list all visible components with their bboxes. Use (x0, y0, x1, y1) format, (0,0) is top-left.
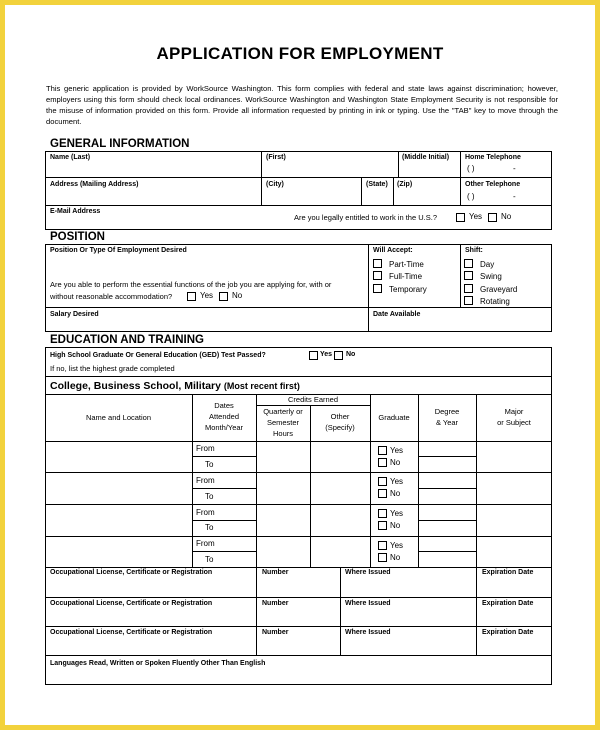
other-phone-dash: - (513, 192, 516, 201)
row3-grad-no-checkbox[interactable] (378, 521, 387, 530)
part-time-checkbox[interactable] (373, 259, 382, 268)
row3-from-label: From (196, 508, 215, 517)
license1-expiration-label: Expiration Date (482, 569, 534, 576)
other-phone-area[interactable]: ( ) (467, 192, 475, 201)
able-no-checkbox[interactable] (219, 292, 228, 301)
row2-grad-no-checkbox[interactable] (378, 489, 387, 498)
row2-from-label: From (196, 476, 215, 485)
part-time-label: Part-Time (389, 260, 424, 269)
section-heading-education: EDUCATION AND TRAINING (50, 334, 204, 346)
legal-yes-label: Yes (469, 212, 483, 221)
col-quarter-2: Semester (266, 418, 300, 427)
row4-grad-no-label: No (390, 553, 401, 562)
able-question-line1: Are you able to perform the essential functions of the job you are applying for, with or (50, 280, 332, 289)
other-telephone-label: Other Telephone (465, 181, 521, 188)
able-yes-checkbox[interactable] (187, 292, 196, 301)
city-label: (City) (266, 181, 284, 188)
hs-yes-label: Yes (320, 351, 333, 358)
address-label: Address (Mailing Address) (50, 181, 139, 188)
legal-yes-checkbox[interactable] (456, 213, 465, 222)
position-desired-label: Position Or Type Of Employment Desired (50, 247, 187, 254)
row1-grad-no-checkbox[interactable] (378, 458, 387, 467)
day-checkbox[interactable] (464, 259, 473, 268)
day-label: Day (480, 260, 495, 269)
legal-no-checkbox[interactable] (488, 213, 497, 222)
home-telephone-label: Home Telephone (465, 154, 521, 161)
college-heading: College, Business School, Military (Most recent first) (50, 380, 300, 392)
license3-expiration-label: Expiration Date (482, 629, 534, 636)
col-other-1: Other (330, 412, 350, 421)
salary-desired-label: Salary Desired (50, 311, 99, 318)
rotating-label: Rotating (480, 297, 510, 306)
email-label: E-Mail Address (50, 208, 101, 215)
able-no-label: No (232, 291, 243, 300)
license2-expiration-label: Expiration Date (482, 600, 534, 607)
col-degree-1: Degree (434, 407, 460, 416)
hs-highest-grade-label: If no, list the highest grade completed (50, 364, 175, 373)
row1-grad-no-label: No (390, 458, 401, 467)
row4-grad-yes-checkbox[interactable] (378, 541, 387, 550)
rotating-checkbox[interactable] (464, 296, 473, 305)
row2-grad-no-label: No (390, 489, 401, 498)
home-phone-dash: - (513, 164, 516, 173)
license1-label: Occupational License, Certificate or Registration (50, 569, 213, 576)
row4-grad-no-checkbox[interactable] (378, 553, 387, 562)
col-name-location: Name and Location (85, 413, 152, 422)
swing-label: Swing (480, 272, 502, 281)
license3-label: Occupational License, Certificate or Registration (50, 629, 213, 636)
col-major-1: Major (504, 407, 524, 416)
row3-grad-no-label: No (390, 521, 401, 530)
row2-grad-yes-checkbox[interactable] (378, 477, 387, 486)
swing-checkbox[interactable] (464, 271, 473, 280)
row3-grad-yes-label: Yes (390, 509, 404, 518)
col-other-2: (Specify) (325, 423, 355, 432)
first-name-label: (First) (266, 154, 286, 161)
hs-no-label: No (346, 351, 356, 358)
row1-from-label: From (196, 444, 215, 453)
graveyard-label: Graveyard (480, 285, 518, 294)
section-heading-position: POSITION (50, 231, 105, 243)
able-question-line2: without reasonable accommodation? (50, 292, 173, 301)
last-name-label: Name (Last) (50, 154, 91, 161)
col-dates-3: Month/Year (204, 423, 244, 432)
row1-grad-yes-checkbox[interactable] (378, 446, 387, 455)
license1-where-label: Where Issued (345, 569, 391, 576)
hs-question: High School Graduate Or General Education (GED) Test Passed? (50, 352, 266, 359)
license1-number-label: Number (262, 569, 289, 576)
temporary-checkbox[interactable] (373, 284, 382, 293)
license2-number-label: Number (262, 600, 289, 607)
middle-initial-label: (Middle Initial) (402, 154, 450, 161)
row2-to-label: To (205, 492, 214, 501)
col-quarter-1: Quarterly or (263, 407, 303, 416)
full-time-label: Full-Time (389, 272, 423, 281)
hs-no-checkbox[interactable] (334, 351, 343, 360)
row3-to-label: To (205, 523, 214, 532)
section-heading-general: GENERAL INFORMATION (50, 138, 190, 150)
col-graduate: Graduate (378, 413, 410, 422)
zip-label: (Zip) (397, 181, 413, 188)
intro-paragraph: This generic application is provided by WorkSource Washington. This form complies with federal and state laws against discrimination; however, employers using this form should check local ordinances. WorkSource Washington and Washington State Employment Security is not responsible for the misuse of information provided on this form. Provide all information requested by printing in ink or typing. Use the "TAB" key to move through the document. (46, 84, 558, 126)
license3-number-label: Number (262, 629, 289, 636)
legal-no-label: No (501, 212, 512, 221)
row4-grad-yes-label: Yes (390, 541, 404, 550)
license2-where-label: Where Issued (345, 600, 391, 607)
col-degree-2: & Year (435, 418, 459, 427)
graveyard-checkbox[interactable] (464, 284, 473, 293)
will-accept-label: Will Accept: (373, 247, 413, 254)
col-dates-1: Dates (214, 401, 234, 410)
row2-grad-yes-label: Yes (390, 477, 404, 486)
row1-grad-yes-label: Yes (390, 446, 404, 455)
license3-where-label: Where Issued (345, 629, 391, 636)
home-phone-area[interactable]: ( ) (467, 164, 475, 173)
languages-label: Languages Read, Written or Spoken Fluently Other Than English (50, 660, 266, 667)
credits-earned-header: Credits Earned (287, 395, 339, 404)
row4-to-label: To (205, 555, 214, 564)
date-available-label: Date Available (373, 311, 421, 318)
row1-to-label: To (205, 460, 214, 469)
page-title: APPLICATION FOR EMPLOYMENT (156, 44, 444, 63)
college-subheading: (Most recent first) (223, 381, 300, 391)
hs-yes-checkbox[interactable] (309, 351, 318, 360)
legal-work-question: Are you legally entitled to work in the U.S.? (294, 213, 437, 222)
license2-label: Occupational License, Certificate or Registration (50, 600, 213, 607)
row4-from-label: From (196, 539, 215, 548)
state-label: (State) (366, 181, 388, 188)
temporary-label: Temporary (389, 285, 427, 294)
col-quarter-3: Hours (272, 429, 293, 438)
full-time-checkbox[interactable] (373, 271, 382, 280)
row3-grad-yes-checkbox[interactable] (378, 509, 387, 518)
col-major-2: or Subject (497, 418, 531, 427)
able-yes-label: Yes (200, 291, 214, 300)
shift-label: Shift: (465, 247, 483, 254)
col-dates-2: Attended (208, 412, 240, 421)
